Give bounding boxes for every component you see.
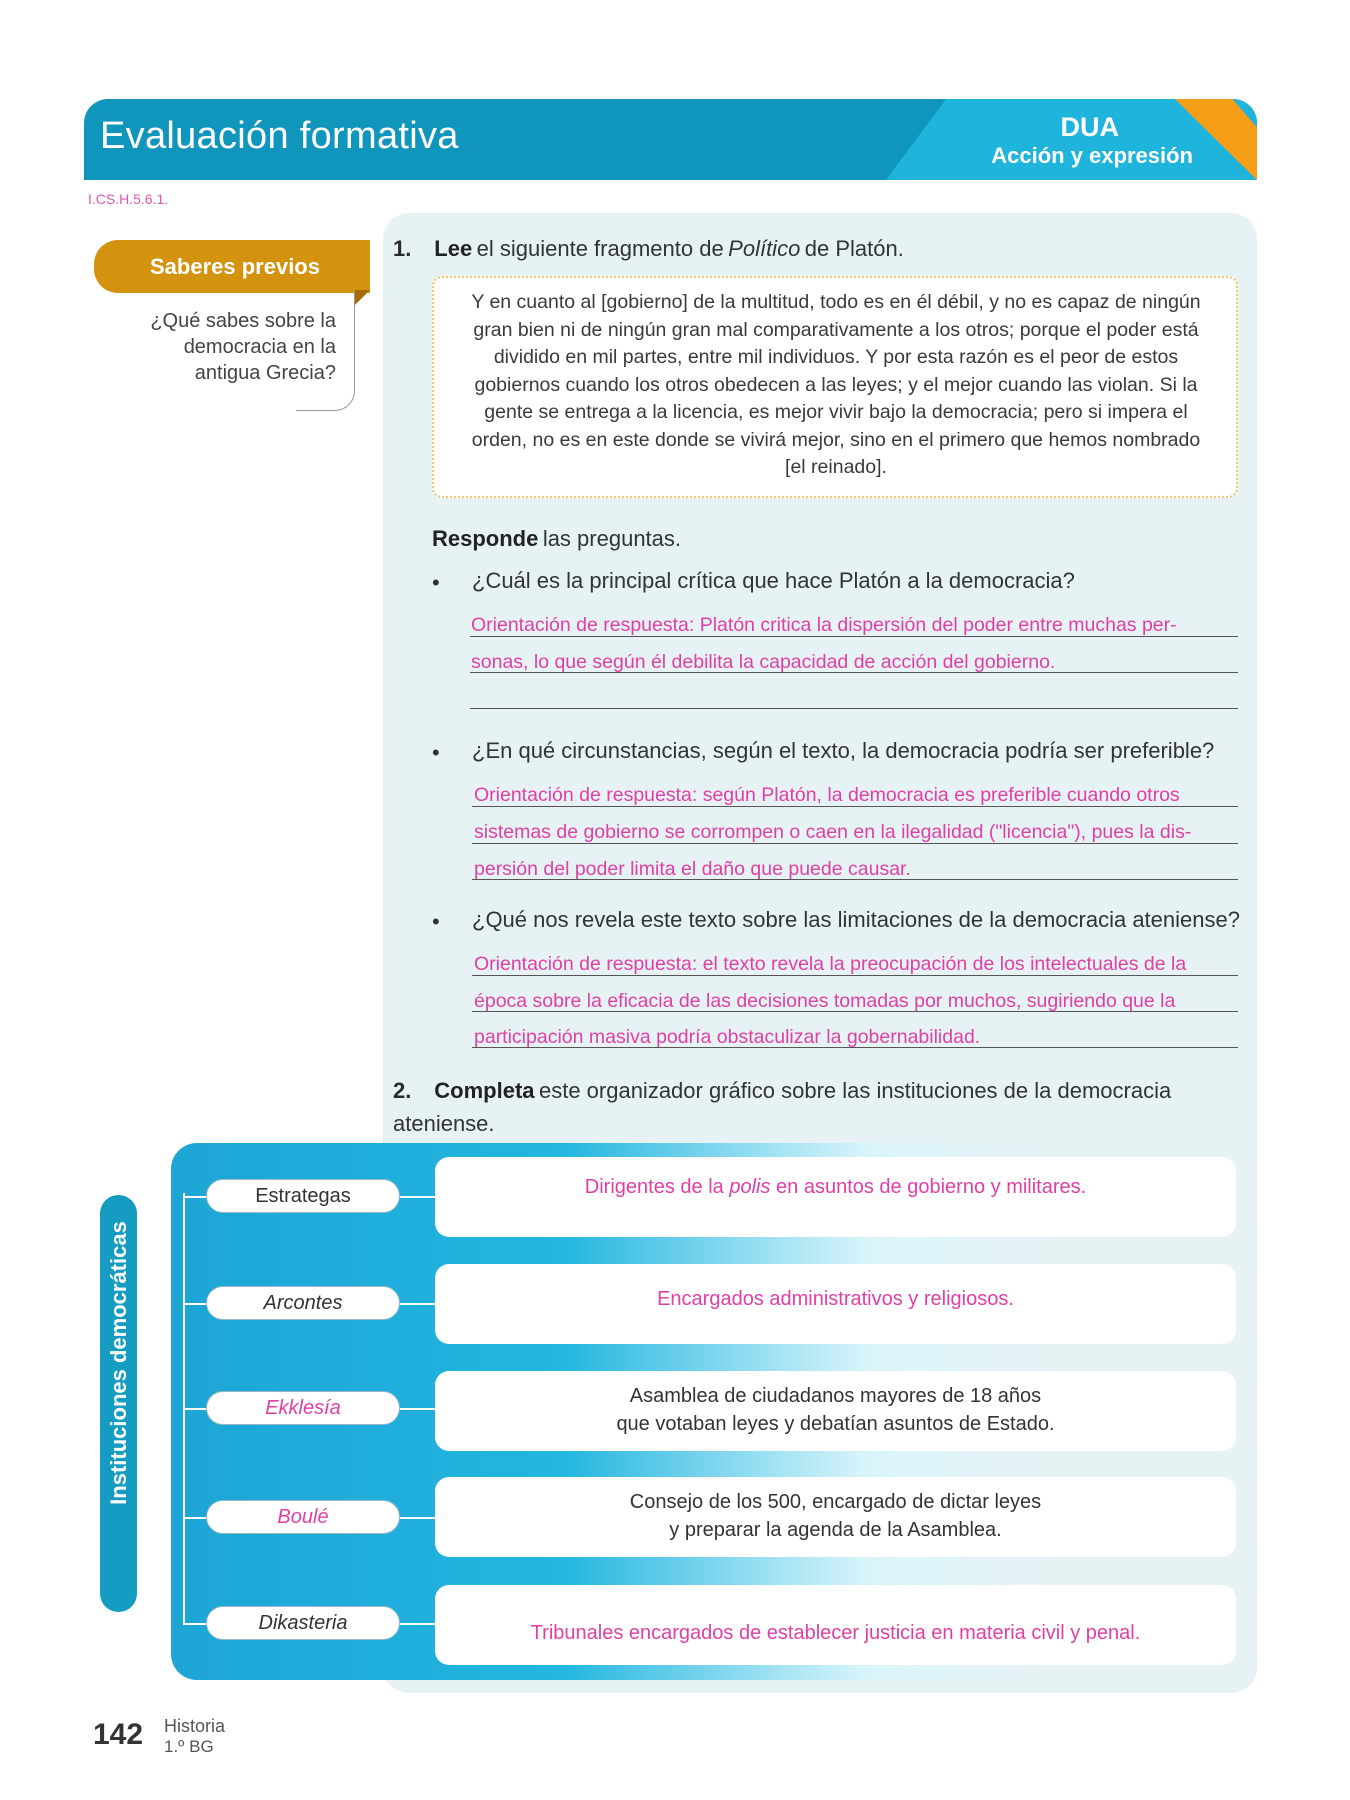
- subquestion-2: ¿En qué circunstancias, según el texto, la democracia podría ser preferible?: [472, 738, 1215, 763]
- footer-subject: Historia: [164, 1716, 226, 1736]
- term-estrategas: Estrategas: [206, 1179, 400, 1213]
- definition-arcontes: Encargados administrativos y religiosos.: [657, 1288, 1014, 1310]
- connector-line: [183, 1408, 207, 1410]
- answer-text: Orientación de respuesta: el texto revela la preocupación de los intelectuales de la: [474, 953, 1187, 975]
- bullet-icon: •: [432, 570, 440, 595]
- connector-line: [400, 1517, 435, 1519]
- definition-estrategas: [435, 1173, 1236, 1201]
- question-text: este organizador gráfico sobre las instituciones de la democracia ateniense.: [393, 1078, 1172, 1136]
- dua-subtitle: Acción y expresión: [991, 143, 1193, 168]
- term-ekklesia: Ekklesía: [206, 1391, 400, 1425]
- dua-title: DUA: [1060, 112, 1119, 142]
- question-1-heading: [393, 236, 904, 262]
- definition-part: en asuntos de gobierno y militares.: [770, 1176, 1087, 1198]
- responde-verb: Responde: [432, 526, 539, 551]
- question-number: 2.: [393, 1078, 412, 1103]
- answer-text: persión del poder limita el daño que puede causar.: [474, 858, 911, 880]
- answer-text: sonas, lo que según él debilita la capacidad de acción del gobierno.: [471, 651, 1056, 673]
- connector-line: [183, 1303, 207, 1305]
- connector-line: [400, 1196, 435, 1198]
- connector-line: [400, 1408, 435, 1410]
- subquestion-3: ¿Qué nos revela este texto sobre las limitaciones de la democracia ateniense?: [472, 907, 1240, 932]
- definition-emphasis: polis: [729, 1176, 771, 1198]
- question-text: el siguiente fragmento de: [476, 236, 724, 261]
- connector-line: [183, 1623, 207, 1625]
- term-dikasteria: Dikasteria: [206, 1606, 400, 1640]
- connector-line: [400, 1303, 435, 1305]
- work-title: Político: [728, 236, 801, 261]
- saberes-previos-label: Saberes previos: [150, 254, 320, 279]
- page-title: Evaluación formativa: [100, 115, 459, 157]
- organizer-title: Instituciones democráticas: [106, 1221, 131, 1505]
- answer-line: [470, 708, 1238, 709]
- saberes-question: ¿Qué sabes sobre la democracia en la antigua Grecia?: [150, 310, 336, 384]
- subquestion-1: ¿Cuál es la principal crítica que hace Platón a la democracia?: [472, 568, 1075, 593]
- answer-text: sistemas de gobierno se corrompen o caen en la ilegalidad ("licencia"), pues la dis-: [474, 821, 1192, 843]
- page-number: 142: [93, 1718, 144, 1751]
- question-text-end: de Platón.: [804, 236, 904, 261]
- answer-text: Orientación de respuesta: Platón critica la dispersión del poder entre muchas per-: [471, 614, 1177, 636]
- bullet-icon: •: [432, 909, 440, 934]
- plato-quote: Y en cuanto al [gobierno] de la multitud, todo es en él débil, y no es capaz de ningún gran bien ni de ningún gran mal comparativamente a los otros; porque el poder está dividido en mil partes, entre mil individuos. Y por esta razón es el peor de estos gobiernos cuando los otros obedecen a las leyes; y el mejor cuando las violan. Si la gente se entrega a la licencia, es mejor vivir bajo la democracia; pero si impera el orden, no es en este donde se vivirá mejor, sino en el primero que hemos nombrado [el reinado].: [471, 291, 1201, 478]
- connector-line: [183, 1517, 207, 1519]
- footer-grade: 1.º BG: [164, 1737, 214, 1756]
- bullet-icon: •: [432, 740, 440, 765]
- responde-instruction: [432, 526, 681, 552]
- answer-text: época sobre la eficacia de las decisiones tomadas por muchos, sugiriendo que la: [474, 990, 1176, 1012]
- connector-line: [400, 1623, 435, 1625]
- question-verb: Lee: [434, 236, 473, 261]
- definition-ekklesia-line-1: Asamblea de ciudadanos mayores de 18 años: [629, 1385, 1042, 1407]
- definition-boule-line-1: Consejo de los 500, encargado de dictar leyes: [629, 1491, 1042, 1513]
- question-verb: Completa: [434, 1078, 535, 1103]
- indicator-code: I.CS.H.5.6.1.: [88, 191, 169, 207]
- term-arcontes: Arcontes: [206, 1286, 400, 1320]
- question-2-heading: [393, 1076, 1238, 1142]
- connector-line: [183, 1196, 207, 1198]
- answer-text: Orientación de respuesta: según Platón, la democracia es preferible cuando otros: [474, 784, 1180, 806]
- question-number: 1.: [393, 236, 412, 261]
- definition-part: Dirigentes de la: [584, 1176, 730, 1198]
- definition-boule-line-2: y preparar la agenda de la Asamblea.: [669, 1519, 1002, 1541]
- answer-text: participación masiva podría obstaculizar la gobernabilidad.: [474, 1026, 981, 1048]
- header-band: [84, 99, 1257, 180]
- responde-text: las preguntas.: [542, 526, 682, 551]
- term-boule: Boulé: [206, 1500, 400, 1534]
- definition-dikasteria: Tribunales encargados de establecer justicia en materia civil y penal.: [530, 1622, 1141, 1644]
- saberes-tab-fold: [354, 290, 370, 306]
- definition-ekklesia-line-2: que votaban leyes y debatían asuntos de Estado.: [616, 1413, 1055, 1435]
